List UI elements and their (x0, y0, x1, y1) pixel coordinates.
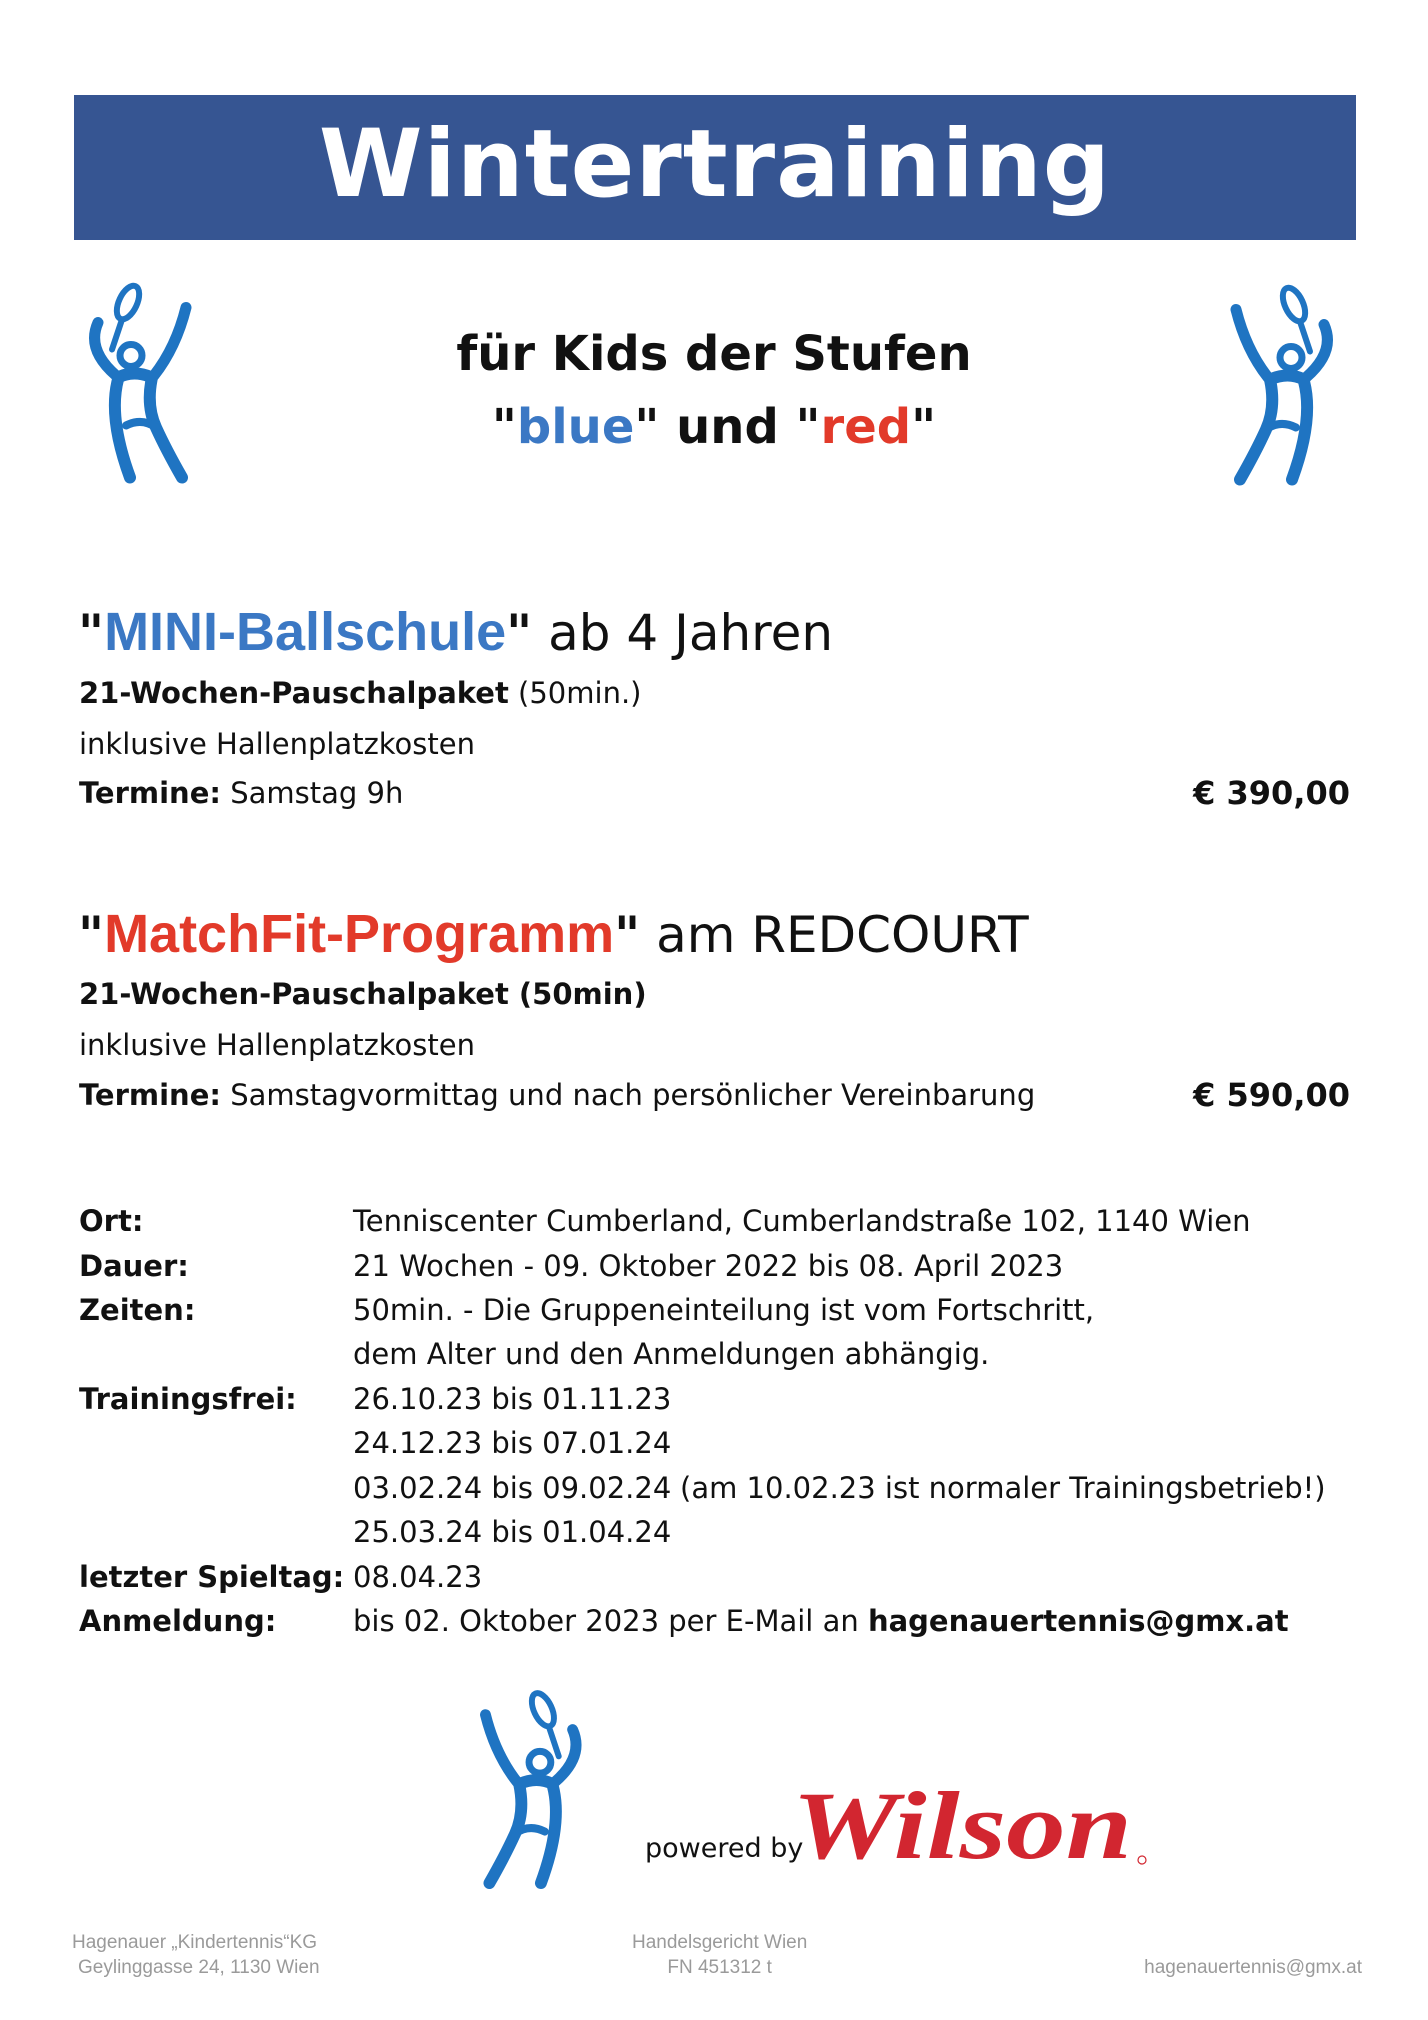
quote: " (614, 906, 641, 964)
court-number: FN 451312 t (667, 1956, 772, 1978)
quote: " (78, 604, 105, 662)
program-name: MINI-Ballschule (104, 602, 507, 662)
footer-email[interactable]: hagenauertennis@gmx.at (1144, 1957, 1362, 1978)
level-red: red (820, 399, 912, 455)
section1-price: € 390,00 (1193, 774, 1350, 812)
trainingsfrei-label: Trainingsfrei: (79, 1382, 297, 1416)
section1-package (79, 676, 642, 710)
footer-court (632, 1931, 807, 1980)
powered-by-label: powered by (645, 1833, 804, 1864)
quote: " (506, 604, 533, 662)
wilson-wordmark: Wilson (792, 1782, 1132, 1872)
trainingsfrei-date: 26.10.23 bis 01.11.23 (353, 1382, 672, 1416)
company-name: Hagenauer „Kindertennis“KG (72, 1932, 318, 1953)
anmeldung-value (353, 1604, 1289, 1638)
tennis-figure-logo-right-icon (1224, 277, 1344, 492)
anmeldung-email-link[interactable]: hagenauertennis@gmx.at (867, 1604, 1289, 1638)
package-duration: (50min.) (508, 676, 642, 710)
quote: " (78, 906, 105, 964)
anmeldung-text: bis 02. Oktober 2023 per E-Mail an (353, 1604, 868, 1638)
package-name: 21-Wochen-Pauschalpaket (50min) (79, 977, 647, 1011)
title-banner (74, 95, 1356, 240)
section1-termine (79, 776, 404, 810)
subtitle-line-1: für Kids der Stufen (456, 326, 972, 382)
dauer-label: Dauer: (79, 1249, 189, 1283)
title-suffix: am REDCOURT (640, 906, 1029, 964)
package-name: 21-Wochen-Pauschalpaket (79, 676, 509, 710)
section-mini-ballschule-title (78, 602, 834, 662)
program-name: MatchFit-Programm (104, 904, 615, 964)
level-blue: blue (516, 399, 635, 455)
footer-company (72, 1931, 320, 1980)
zeiten-label: Zeiten: (79, 1293, 196, 1327)
trainingsfrei-note: (am 10.02.23 ist normaler Trainingsbetrieb!) (680, 1471, 1326, 1505)
zeiten-value-2: dem Alter und den Anmeldungen abhängig. (353, 1337, 990, 1371)
company-address: Geylinggasse 24, 1130 Wien (78, 1956, 320, 1978)
ort-label: Ort: (79, 1204, 144, 1238)
termine-value: Samstagvormittag und nach persönlicher Vereinbarung (220, 1078, 1036, 1112)
title-suffix: ab 4 Jahren (532, 604, 834, 662)
spieltag-value: 08.04.23 (353, 1560, 483, 1594)
page-title: Wintertraining (318, 109, 1112, 219)
section2-price: € 590,00 (1193, 1076, 1350, 1114)
quote: " (491, 399, 517, 455)
trainingsfrei-date: 03.02.24 bis 09.02.24 (353, 1471, 672, 1505)
section-matchfit-title (78, 904, 1029, 964)
dauer-value: 21 Wochen - 09. Oktober 2022 bis 08. April 2023 (353, 1249, 1064, 1283)
subtitle-line-2 (0, 399, 1428, 455)
spieltag-label: letzter Spieltag: (79, 1560, 345, 1594)
ort-value: Tenniscenter Cumberland, Cumberlandstraße 102, 1140 Wien (353, 1204, 1251, 1238)
subtitle-mid: " und " (634, 399, 821, 455)
court-name: Handelsgericht Wien (632, 1932, 808, 1953)
tennis-figure-logo-left-icon (78, 275, 198, 490)
zeiten-value-1: 50min. - Die Gruppeneinteilung ist vom Fortschritt, (353, 1293, 1095, 1327)
quote: " (911, 399, 937, 455)
tennis-figure-logo-bottom-icon (472, 1685, 594, 1893)
section2-package (79, 977, 647, 1011)
termine-label: Termine: (79, 1078, 221, 1112)
anmeldung-label: Anmeldung: (79, 1604, 277, 1638)
section2-included: inklusive Hallenplatzkosten (79, 1028, 476, 1062)
trainingsfrei-date: 25.03.24 bis 01.04.24 (353, 1515, 672, 1549)
termine-label: Termine: (79, 776, 221, 810)
section2-termine (79, 1078, 1036, 1112)
trainingsfrei-date: 24.12.23 bis 07.01.24 (353, 1426, 672, 1460)
section1-included: inklusive Hallenplatzkosten (79, 727, 476, 761)
wilson-logo-icon (792, 1782, 1152, 1872)
termine-value: Samstag 9h (220, 776, 404, 810)
